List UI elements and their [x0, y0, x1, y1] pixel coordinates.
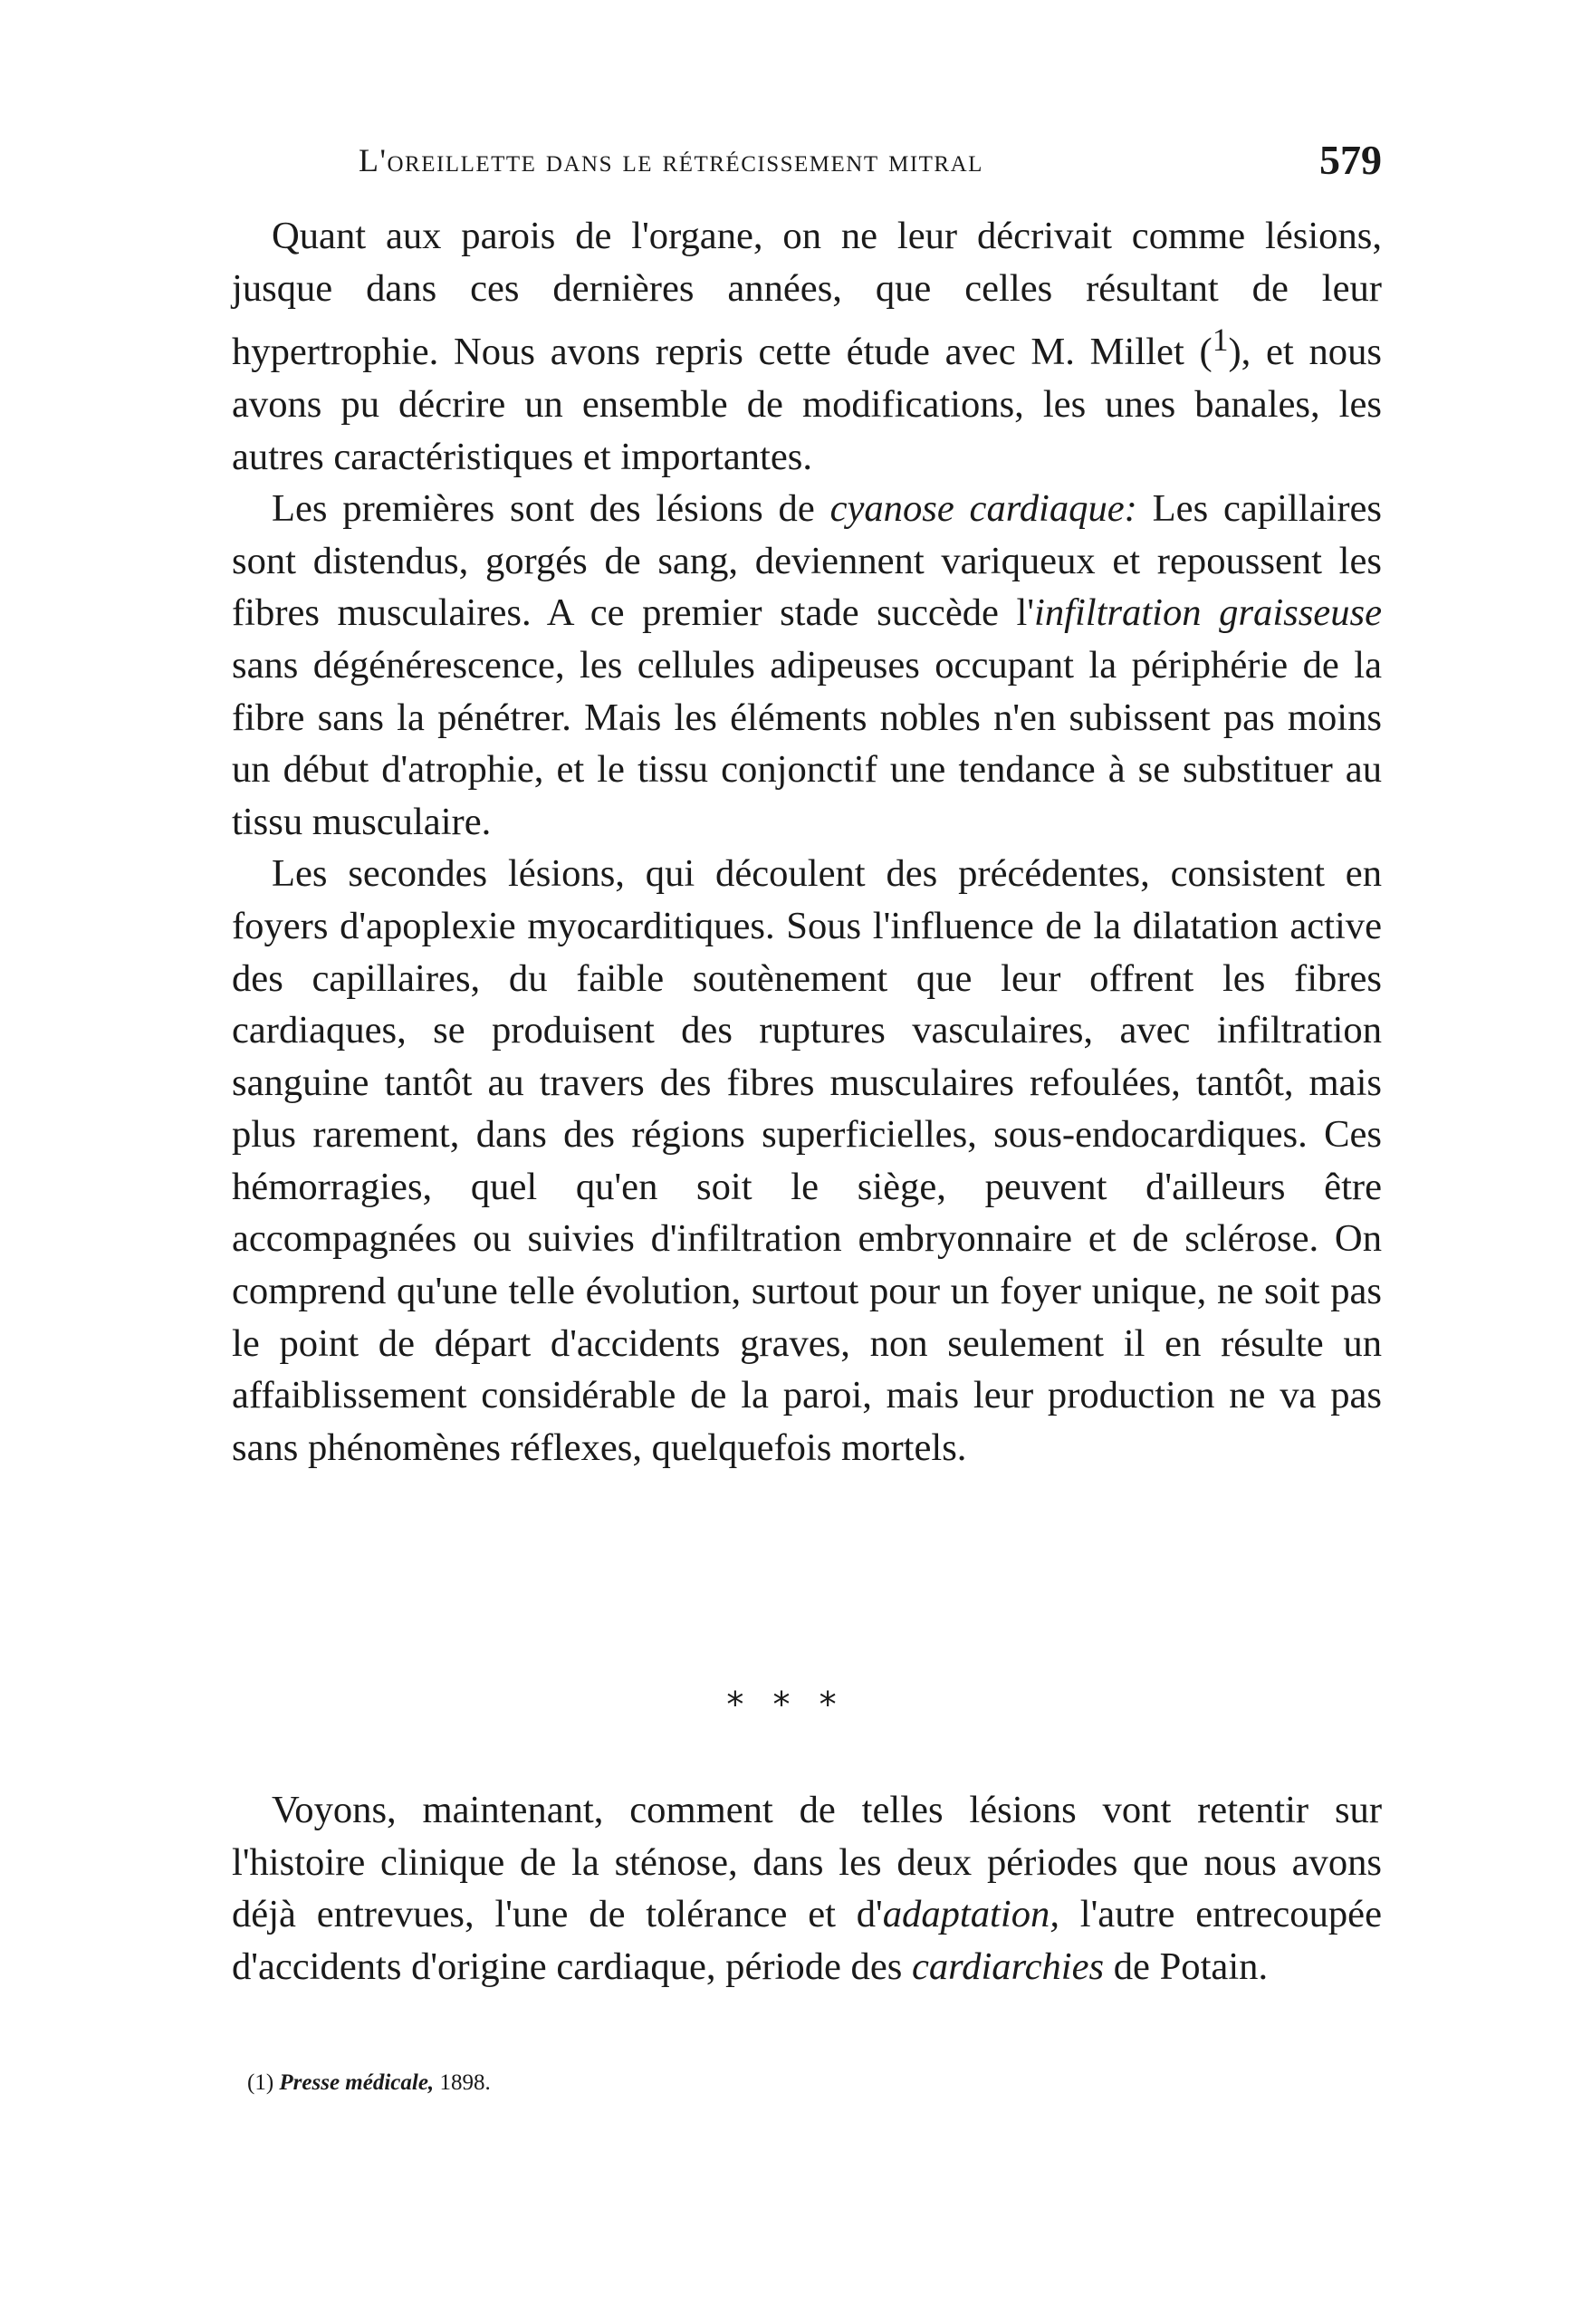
closing-text	[232, 1784, 1382, 1993]
footnote-marker: (1)	[247, 2070, 274, 2095]
paragraph	[232, 1784, 1382, 1993]
footnote	[247, 2070, 491, 2096]
paragraph	[232, 210, 1382, 483]
main-text	[232, 210, 1382, 1474]
text-run: de Potain.	[1104, 1945, 1269, 1988]
italic-text: infiltration graisseuse	[1034, 591, 1382, 635]
footnote-source: Presse médicale,	[279, 2070, 435, 2095]
running-header	[232, 136, 1382, 190]
footnote-reference: 1	[1212, 322, 1229, 359]
text-run: l'autre entrecoupée d'accidents d'origine cardiaque, période des	[232, 1893, 1382, 1988]
italic-text: cyanose cardiaque:	[829, 487, 1137, 531]
text-run: sans dégénérescence, les cellules adipeuses occupant la périphérie de la fibre sans la pénétrer. Mais les éléments nobles n'en subissent pas moins un début d'atrophie, et le tissu conjonctif une tendance à se substituer au tissu musculaire.	[232, 643, 1382, 843]
text-run: Les premières sont des lésions de	[272, 487, 830, 531]
text-run: ), et nous avons pu décrire un ensemble de modifications, les unes banales, les autres caractéristiques et importantes.	[232, 331, 1382, 478]
paragraph	[232, 483, 1382, 848]
footnote-year: 1898.	[439, 2070, 491, 2095]
text-run: Les secondes lésions, qui découlent des précédentes, consistent en foyers d'apoplexie myocarditiques. Sous l'influence de la dilatation active des capillaires, du faible soutènement que leur offrent les fibres cardiaques, se produisent des ruptures vasculaires, avec infiltration sanguine tantôt au travers des fibres musculaires refoulées, tantôt, mais plus rarement, dans des régions superficielles, sous-endocardiques. Ces hémorragies, quel qu'en soit le siège, peuvent d'ailleurs être accompagnées ou suivies d'infiltration embryonnaire et de sclérose. On comprend qu'une telle évolution, surtout pour un foyer unique, ne soit pas le point de départ d'accidents graves, non seulement il en résulte un affaiblissement considérable de la paroi, mais leur production ne va pas sans phénomènes réflexes, quelquefois mortels.	[232, 852, 1382, 1469]
text-run: Voyons, maintenant, comment de telles lésions vont retentir sur l'histoire clinique de la sténose, dans les deux périodes que nous avons déjà entrevues, l'une de tolérance et d'	[232, 1789, 1382, 1936]
text-run: Quant aux parois de l'organe, on ne leur décrivait comme lésions, jusque dans ces dernières années, que celles résultant de leur hypertrophie. Nous avons repris cette étude avec M. Millet (	[232, 215, 1382, 374]
paragraph	[232, 848, 1382, 1474]
section-separator: * * *	[726, 1685, 846, 1724]
running-title: L'oreillette dans le rétrécissement mitral	[359, 142, 983, 178]
page-number: 579	[1319, 137, 1382, 183]
text-run: Les capillaires sont distendus, gorgés de sang, deviennent variqueux et repoussent les fibres musculaires. A ce premier stade succède l'	[232, 487, 1382, 635]
italic-text: adaptation,	[882, 1893, 1059, 1936]
italic-text: cardiarchies	[911, 1945, 1105, 1988]
